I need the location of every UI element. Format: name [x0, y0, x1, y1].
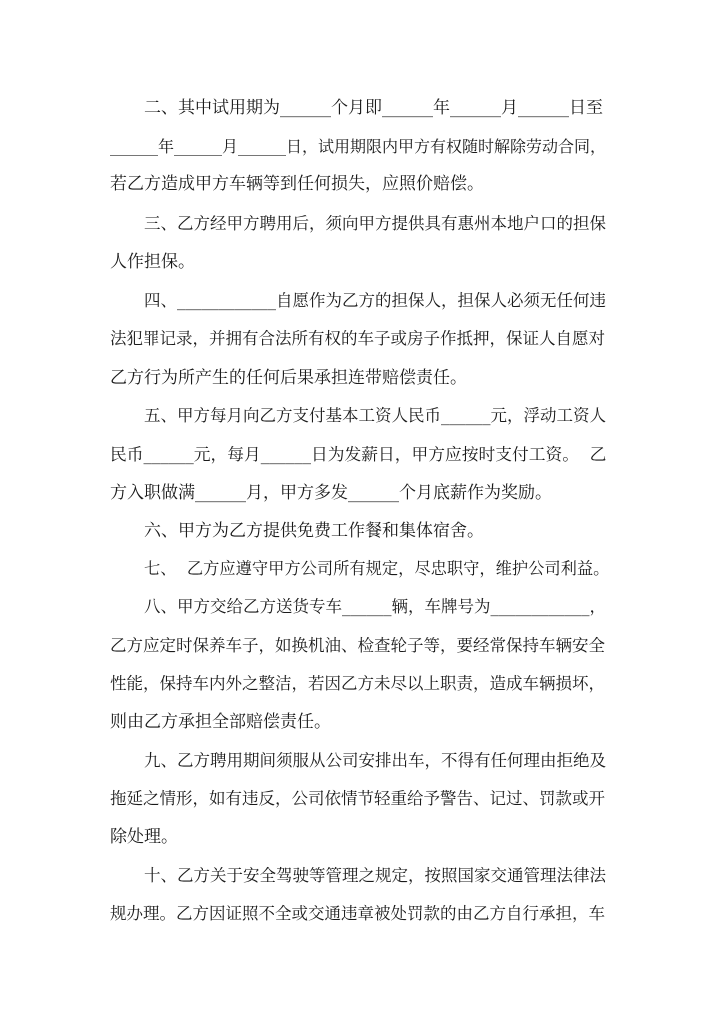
clause-10-line-2: 规办理。乙方因证照不全或交通违章被处罚款的由乙方自行承担，车: [110, 904, 605, 923]
clause-9-line-1: 九、乙方聘用期间须服从公司安排出车，不得有任何理由拒绝及: [144, 751, 606, 770]
clause-8-line-3: 性能，保持车内外之整洁，若因乙方未尽以上职责，造成车辆损坏，: [110, 674, 605, 693]
clause-10-line-1: 十、乙方关于安全驾驶等管理之规定，按照国家交通管理法律法: [144, 866, 606, 885]
clause-4-line-3: 乙方行为所产生的任何后果承担连带赔偿责任。: [110, 368, 467, 388]
clause-9-line-3: 除处理。: [110, 827, 178, 847]
clause-3-line-2: 人作担保。: [110, 252, 195, 272]
clause-8-line-2: 乙方应定时保养车子，如换机油、检查轮子等，要经常保持车辆安全: [110, 636, 605, 655]
clause-4-line-2: 法犯罪记录，并拥有合法所有权的车子或房子作抵押，保证人自愿对: [110, 329, 605, 348]
clause-5-line-3: 方入职做满______月，甲方多发______个月底薪作为奖励。: [110, 483, 552, 503]
clause-8-line-4: 则由乙方承担全部赔偿责任。: [110, 712, 331, 732]
clause-7-line-1: 七、 乙方应遵守甲方公司所有规定，尽忠职守，维护公司利益。: [144, 559, 610, 578]
clause-4-line-1: 四、____________自愿作为乙方的担保人，担保人必须无任何违: [144, 291, 606, 310]
clause-2-line-2: ______年______月______日，试用期限内甲方有权随时解除劳动合同，: [110, 137, 607, 156]
clause-6-line-1: 六、甲方为乙方提供免费工作餐和集体宿舍。: [144, 521, 484, 541]
clause-5-line-2: 民币______元，每月______日为发薪日，甲方应按时支付工资。 乙: [110, 444, 607, 464]
clause-2-line-3: 若乙方造成甲方车辆等到任何损失，应照价赔偿。: [110, 174, 484, 194]
clause-5-line-1: 五、甲方每月向乙方支付基本工资人民币______元，浮动工资人: [144, 406, 606, 425]
clause-3-line-1: 三、乙方经甲方聘用后，须向甲方提供具有惠州本地户口的担保: [144, 214, 606, 233]
clause-9-line-2: 拖延之情形，如有违反，公司依情节轻重给予警告、记过、罚款或开: [110, 789, 605, 808]
clause-8-line-1: 八、甲方交给乙方送货专车______辆，车牌号为____________，: [144, 597, 606, 616]
clause-2-line-1: 二、其中试用期为______个月即______年______月______日至: [144, 98, 603, 118]
